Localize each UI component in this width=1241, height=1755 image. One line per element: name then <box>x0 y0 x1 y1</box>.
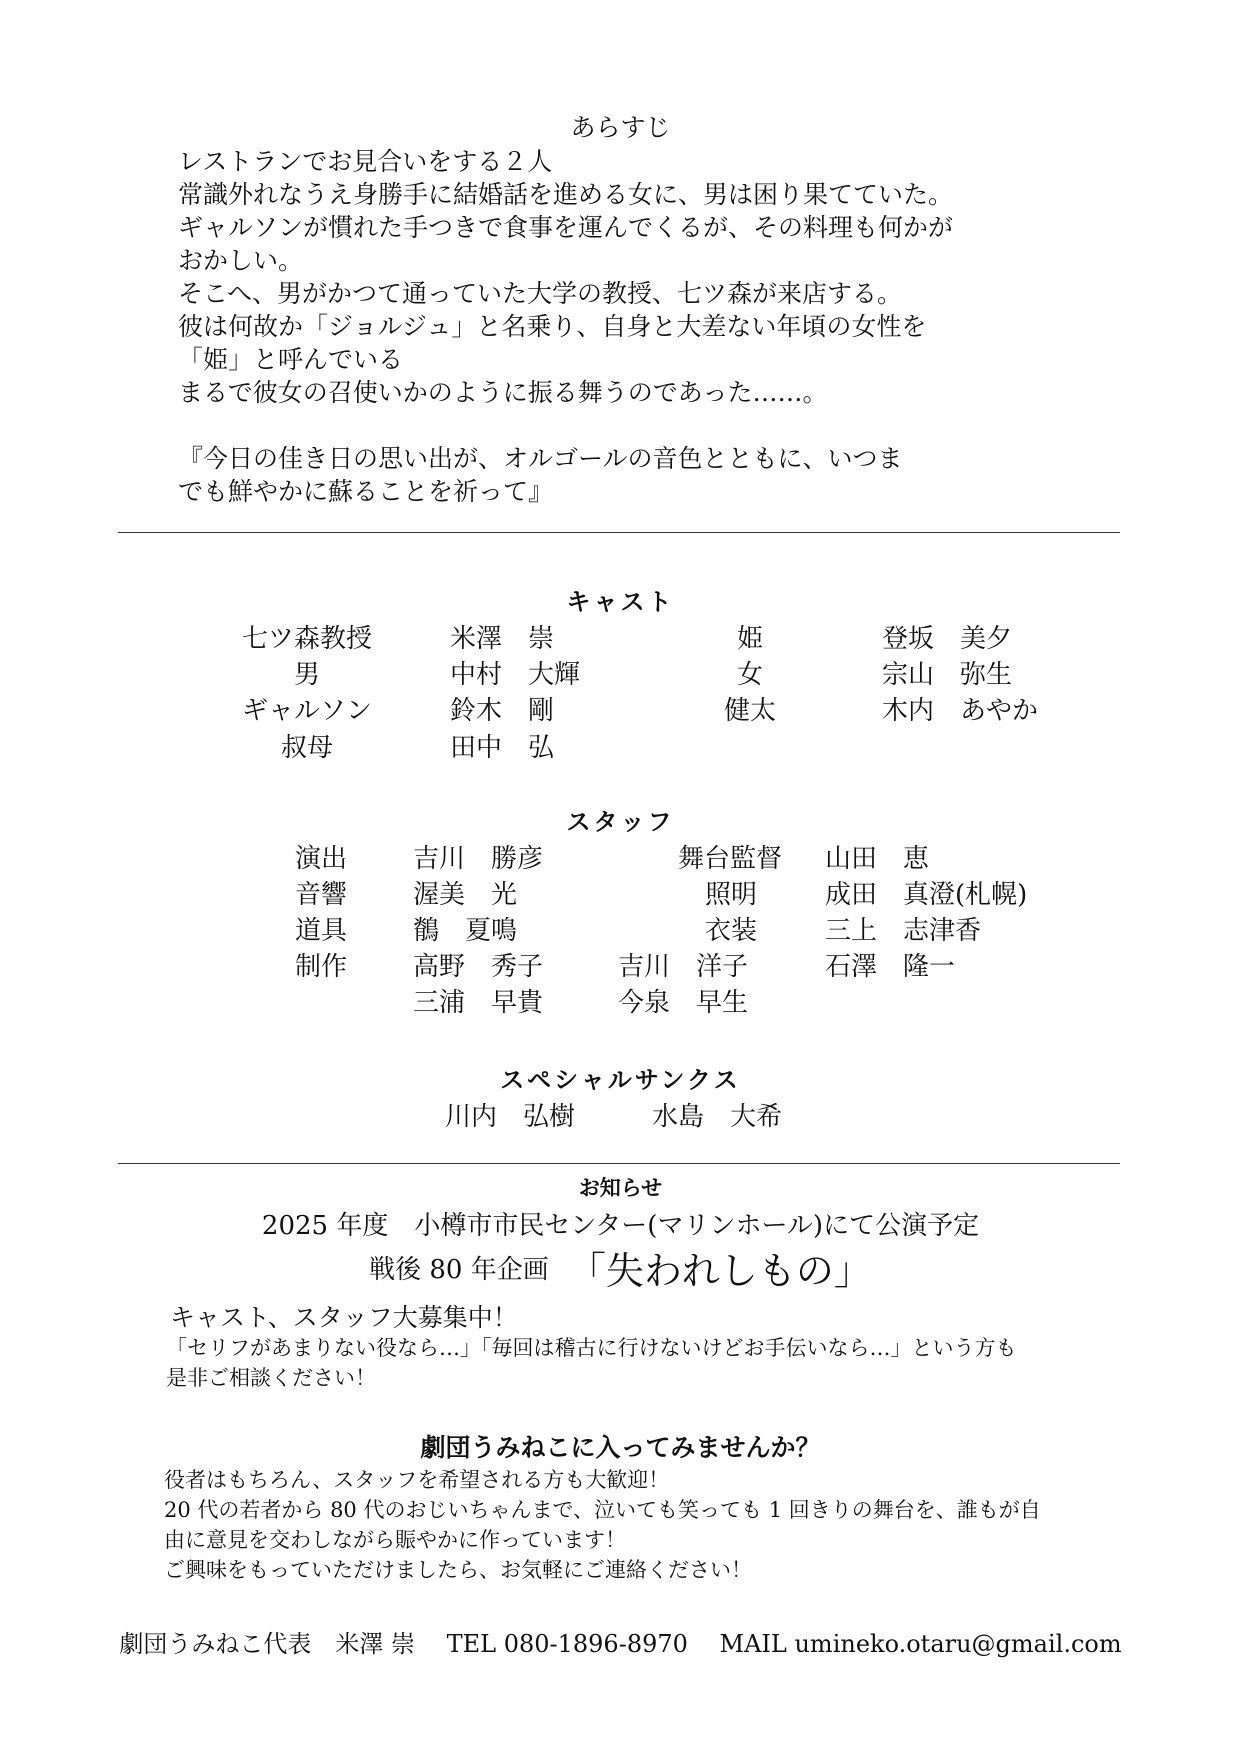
project-prefix: 戦後 80 年企画 <box>369 1255 549 1285</box>
synopsis-line: そこへ、男がかつて通っていた大学の教授、七ツ森が来店する。 <box>178 279 903 308</box>
cast-role: 健太 <box>723 696 776 726</box>
synopsis-line: ギャルソンが慣れた手つきで食事を運んでくるが、その料理も何かが <box>178 213 954 242</box>
cast-title: キャスト <box>566 588 675 616</box>
invite-text <box>164 1465 1041 1585</box>
staff-name: 渥美 光 <box>413 880 518 910</box>
invite-line: 20 代の若者から 80 代のおじいちゃんまで、泣いても笑っても 1 回きりの舞台を、誰もが自 <box>164 1498 1041 1522</box>
thanks-name: 川内 弘樹 <box>445 1102 576 1132</box>
staff-name: 石澤 隆一 <box>825 952 956 982</box>
staff-name: 高野 秀子 <box>413 952 544 982</box>
recruit-text <box>166 1333 1017 1393</box>
synopsis-line: レストランでお見合いをする２人 <box>178 147 553 176</box>
divider <box>118 1163 1120 1164</box>
recruit-line: 是非ご相談ください！ <box>166 1366 376 1390</box>
notice-performance-line: 2025 年度 小樽市市民センター(マリンホール)にて公演予定 <box>261 1211 980 1241</box>
cast-name: 米澤 崇 <box>450 624 555 654</box>
recruit-line: 「セリフがあまりない役なら…」「毎回は稽古に行けないけどお手伝いなら…」という方も <box>166 1336 1017 1360</box>
notice-title: お知らせ <box>578 1176 663 1200</box>
synopsis-line: 常識外れなうえ身勝手に結婚話を進める女に、男は困り果てていた。 <box>178 180 954 209</box>
cast-role: 姫 <box>736 624 763 654</box>
staff-name: 山田 恵 <box>825 844 930 874</box>
recruit-heading: キャスト、スタッフ大募集中！ <box>170 1303 518 1332</box>
spacer <box>178 409 1138 442</box>
cast-role: 男 <box>293 660 320 690</box>
staff-name: 三上 志津香 <box>825 916 982 946</box>
footer-contact: 劇団うみねこ代表 米澤 崇 TEL 080-1896-8970 MAIL umineko.otaru@gmail.com <box>119 1630 1122 1658</box>
staff-name: 鶺 夏鳴 <box>413 916 518 946</box>
cast-name: 宗山 弥生 <box>882 660 1013 690</box>
divider <box>118 532 1120 533</box>
cast-role: 叔母 <box>280 733 333 763</box>
staff-name: 今泉 早生 <box>618 988 749 1018</box>
cast-name: 田中 弘 <box>450 733 555 763</box>
cast-name: 登坂 美夕 <box>882 624 1013 654</box>
staff-role: 制作 <box>295 952 348 982</box>
staff-role: 照明 <box>705 880 758 910</box>
staff-name: 吉川 勝彦 <box>413 844 544 874</box>
cast-name: 中村 大輝 <box>450 660 581 690</box>
cast-role: ギャルソン <box>241 696 372 726</box>
synopsis-title: あらすじ <box>570 113 671 142</box>
notice-project-line <box>0 1240 1241 1295</box>
staff-role: 衣装 <box>705 916 758 946</box>
synopsis-quote-line: 『今日の佳き日の思い出が、オルゴールの音色とともに、いつま <box>178 444 903 473</box>
synopsis-line: まるで彼女の召使いかのように振る舞うのであった……。 <box>178 378 828 407</box>
cast-name: 鈴木 剛 <box>450 696 555 726</box>
synopsis-line: 彼は何故か「ジョルジュ」と名乗り、自身と大差ない年頃の女性を <box>178 312 927 341</box>
staff-role: 演出 <box>295 844 348 874</box>
synopsis-line: 「姫」と呼んでいる <box>178 345 404 374</box>
invite-line: 役者はもちろん、スタッフを希望される方も大歓迎！ <box>164 1468 670 1492</box>
staff-role: 舞台監督 <box>678 844 783 874</box>
synopsis-quote-line: でも鮮やかに蘇ることを祈って』 <box>178 477 554 506</box>
staff-name: 吉川 洋子 <box>618 952 749 982</box>
thanks-title: スペシャルサンクス <box>500 1066 741 1094</box>
synopsis-body <box>178 145 1138 508</box>
thanks-name: 水島 大希 <box>652 1102 783 1132</box>
staff-role: 音響 <box>295 880 348 910</box>
synopsis-line: おかしい。 <box>178 246 304 275</box>
staff-title: スタッフ <box>566 808 675 836</box>
invite-line: 由に意見を交わしながら賑やかに作っています！ <box>164 1528 626 1552</box>
cast-name: 木内 あやか <box>882 696 1039 726</box>
invite-line: ご興味をもっていただけましたら、お気軽にご連絡ください！ <box>164 1558 752 1582</box>
cast-role: 七ツ森教授 <box>241 624 372 654</box>
invite-heading: 劇団うみねこに入ってみませんか？ <box>420 1433 821 1462</box>
staff-role: 道具 <box>295 916 348 946</box>
staff-name: 成田 真澄(札幌) <box>825 880 1028 910</box>
play-title: 「失われしもの」 <box>567 1249 872 1293</box>
staff-name: 三浦 早貴 <box>413 988 544 1018</box>
cast-role: 女 <box>736 660 763 690</box>
